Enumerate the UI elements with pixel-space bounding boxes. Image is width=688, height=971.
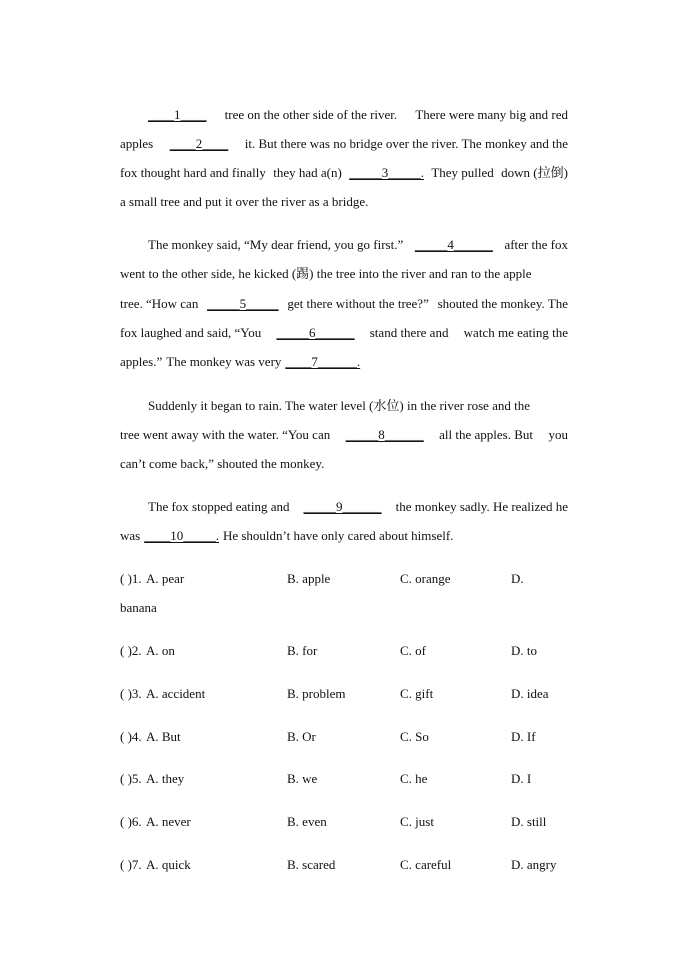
line <box>120 353 568 371</box>
text-segment: a small tree and put it over the river as a bridge. <box>120 194 369 209</box>
text-segment: all the apples. But <box>439 427 534 442</box>
option-d: D. idea <box>511 686 549 701</box>
question-6 <box>120 813 580 831</box>
text-segment: They pulled <box>431 165 494 180</box>
text-segment: down (拉倒) <box>501 165 568 180</box>
line <box>120 295 568 313</box>
text-segment: watch me eating the <box>463 325 568 340</box>
option-d: D. angry <box>511 857 557 872</box>
text-segment: you <box>548 427 568 442</box>
line <box>120 265 568 283</box>
option-c: C. careful <box>400 857 452 872</box>
answer-paren[interactable]: ( )2. <box>120 643 142 658</box>
line <box>148 397 568 415</box>
option-a: A. But <box>146 729 181 744</box>
line <box>148 106 568 124</box>
question-2 <box>120 642 580 660</box>
blank-4: _____4______ <box>414 237 493 252</box>
text-segment: fox laughed and said, “You <box>120 325 262 340</box>
line <box>120 164 568 182</box>
blank-8: _____8______ <box>345 427 424 442</box>
option-a: A. they <box>146 771 185 786</box>
option-b: B. we <box>287 771 318 786</box>
text-segment: tree. “How can <box>120 296 199 311</box>
text-segment: stand there and <box>369 325 449 340</box>
line <box>120 527 568 545</box>
blank-3: _____3_____. <box>349 165 424 180</box>
blank-9: _____9______ <box>303 499 382 514</box>
line <box>120 324 568 342</box>
text-segment: can’t come back,” shouted the monkey. <box>120 456 325 471</box>
question-5 <box>120 770 580 788</box>
option-d: D. to <box>511 643 537 658</box>
blank-2: ____2____ <box>169 136 229 151</box>
text-segment: tree went away with the water. “You can <box>120 427 331 442</box>
answer-paren[interactable]: ( )7. <box>120 857 142 872</box>
blank-10: ____10_____. <box>144 528 219 543</box>
text-segment: shouted the monkey. The <box>437 296 568 311</box>
option-c: C. orange <box>400 571 451 586</box>
text-segment: they had a(n) <box>273 165 342 180</box>
option-a: A. on <box>146 643 175 658</box>
question-4 <box>120 728 580 746</box>
question-3 <box>120 685 580 703</box>
answer-paren[interactable]: ( )5. <box>120 771 142 786</box>
option-b: B. scared <box>287 857 336 872</box>
text-segment: apples <box>120 136 154 151</box>
blank-6: _____6______ <box>276 325 355 340</box>
blank-7: ____7______. <box>285 354 361 369</box>
text-segment: fox thought hard and finally <box>120 165 266 180</box>
option-a: A. never <box>146 814 191 829</box>
text-segment: He shouldn’t have only cared about himself. <box>222 528 454 543</box>
text-segment: was <box>120 528 141 543</box>
text-segment: Suddenly it began to rain. The water level (水位) in the river rose and the <box>148 398 531 413</box>
line <box>120 135 568 153</box>
line <box>148 236 568 254</box>
text-segment: get there without the tree?” <box>287 296 429 311</box>
option-a: A. quick <box>146 857 191 872</box>
blank-1: ____1____ <box>148 107 207 122</box>
line <box>120 193 568 211</box>
text-segment: apples.” <box>120 354 163 369</box>
line <box>120 455 568 473</box>
line <box>120 426 568 444</box>
option-b: B. problem <box>287 686 346 701</box>
option-a: A. accident <box>146 686 206 701</box>
option-d: D. <box>511 571 524 586</box>
option-c: C. he <box>400 771 428 786</box>
line <box>148 498 568 516</box>
text-segment: The monkey said, “My dear friend, you go first.” <box>148 237 404 252</box>
option-c: C. just <box>400 814 434 829</box>
text-segment: tree on the other side of the river. <box>224 107 398 122</box>
option-a: A. pear <box>146 571 185 586</box>
answer-paren[interactable]: ( )6. <box>120 814 142 829</box>
text-segment: There were many big and red <box>415 107 568 122</box>
option-d: D. I <box>511 771 532 786</box>
option-d-wrap: banana <box>120 600 157 615</box>
option-b: B. for <box>287 643 318 658</box>
option-c: C. So <box>400 729 429 744</box>
option-d: D. If <box>511 729 536 744</box>
text-segment: after the fox <box>504 237 568 252</box>
option-b: B. even <box>287 814 327 829</box>
text-segment: The fox stopped eating and <box>148 499 290 514</box>
answer-paren[interactable]: ( )3. <box>120 686 142 701</box>
blank-5: _____5_____ <box>207 296 279 311</box>
answer-paren[interactable]: ( )4. <box>120 729 142 744</box>
question-7 <box>120 856 580 874</box>
option-b: B. Or <box>287 729 316 744</box>
text-segment: The monkey was very <box>166 354 282 369</box>
text-segment: the monkey sadly. He realized he <box>395 499 568 514</box>
text-segment: it. But there was no bridge over the river. The monkey and the <box>244 136 568 151</box>
option-d: D. still <box>511 814 547 829</box>
answer-paren[interactable]: ( )1. <box>120 571 142 586</box>
option-c: C. gift <box>400 686 434 701</box>
question-1 <box>120 570 580 588</box>
option-c: C. of <box>400 643 426 658</box>
option-b: B. apple <box>287 571 331 586</box>
text-segment: went to the other side, he kicked (踢) the tree into the river and ran to the apple <box>120 266 532 281</box>
